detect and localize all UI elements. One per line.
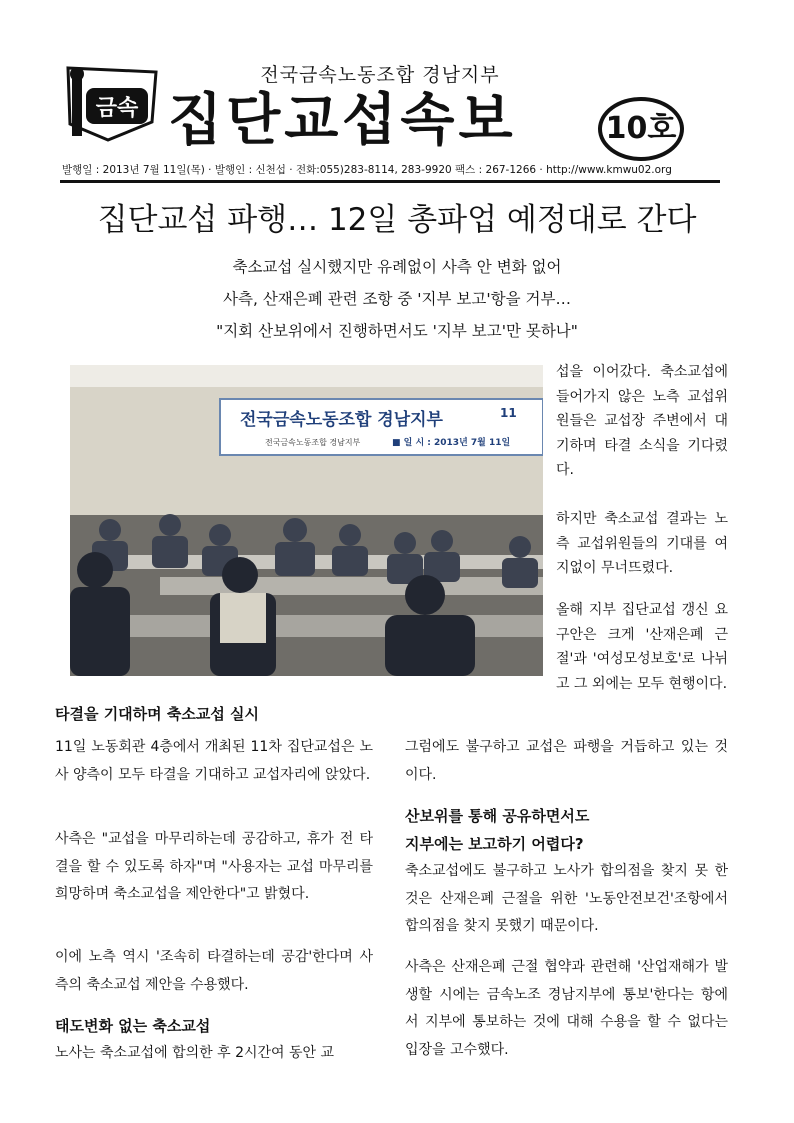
body-paragraph: 사측은 산재은폐 근절 협약과 관련해 '산업재해가 발생할 시에는 금속노조 경남지부에 통보'한다는 항에서 지부에 통보하는 것에 대해 수용을 할 수 없다는 입장을 고수했다. [405,959,728,1058]
section-heading: 타결을 기대하며 축소교섭 실시 [55,705,260,723]
body-paragraph: 섭을 이어갔다. 축소교섭에 들어가지 않은 노측 교섭위원들은 교섭장 주변에서 대기하며 타결 소식을 기다렸다. [556,364,728,478]
section-heading: 산보위를 통해 공유하면서도 [405,807,590,825]
body-paragraph: 이에 노측 역시 '조속히 타결하는데 공감'한다며 사측의 축소교섭 제안을 수용했다. [55,949,373,993]
body-paragraph: 올해 지부 집단교섭 갱신 요구안은 크게 '산재은폐 근절'과 '여성모성보호'로 나뉘고 그 외에는 모두 현행이다. [556,602,728,692]
body-paragraph: 그럼에도 불구하고 교섭은 파행을 거듭하고 있는 것이다. [405,739,728,783]
paper-title: 집단교섭속보 [168,88,517,153]
subheadline: 사측, 산재은폐 관련 조항 중 '지부 보고'항을 거부… [223,290,571,308]
union-logo [62,62,162,144]
subheadline: "지회 산보위에서 진행하면서도 '지부 보고'만 못하나" [216,322,578,340]
issue-badge: 10호 [598,97,684,161]
banner-main: 전국금속노동조합 경남지부 [240,410,443,430]
section-heading: 지부에는 보고하기 어렵다? [405,835,584,853]
body-paragraph: 11일 노동회관 4층에서 개최된 11차 집단교섭은 노사 양측이 모두 타결을 기대하고 교섭자리에 앉았다. [55,739,373,783]
publication-info: 발행일 : 2013년 7월 11일(목) · 발행인 : 신천섭 · 전화:055)283-8114, 283-9920 팩스 : 267-1266 · http://www.kmwu02.org [62,164,672,176]
body-paragraph: 하지만 축소교섭 결과는 노측 교섭위원들의 기대를 여지없이 무너뜨렸다. [556,511,728,576]
logo-text: 금속 [95,96,139,121]
body-paragraph: 노사는 축소교섭에 합의한 후 2시간여 동안 교 [55,1045,335,1061]
meeting-photo [70,365,543,676]
banner-number: 11 [500,406,517,420]
banner-date: ■ 일 시 : 2013년 7월 11일 [392,438,511,448]
section-heading: 태도변화 없는 축소교섭 [55,1017,211,1035]
headline: 집단교섭 파행… 12일 총파업 예정대로 간다 [97,202,697,238]
masthead-divider [60,180,720,183]
org-name: 전국금속노동조합 경남지부 [260,64,500,86]
banner-sub: 전국금속노동조합 경남지부 [265,438,361,447]
subheadline: 축소교섭 실시했지만 유례없이 사측 안 변화 없어 [232,258,562,276]
body-paragraph: 축소교섭에도 불구하고 노사가 합의점을 찾지 못 한 것은 산재은폐 근절을 위한 '노동안전보건'조항에서 합의점을 찾지 못했기 때문이다. [405,863,728,934]
body-paragraph: 사측은 "교섭을 마무리하는데 공감하고, 휴가 전 타결을 할 수 있도록 하자"며 "사용자는 교섭 마무리를 희망하며 축소교섭을 제안한다"고 밝혔다. [55,831,373,902]
